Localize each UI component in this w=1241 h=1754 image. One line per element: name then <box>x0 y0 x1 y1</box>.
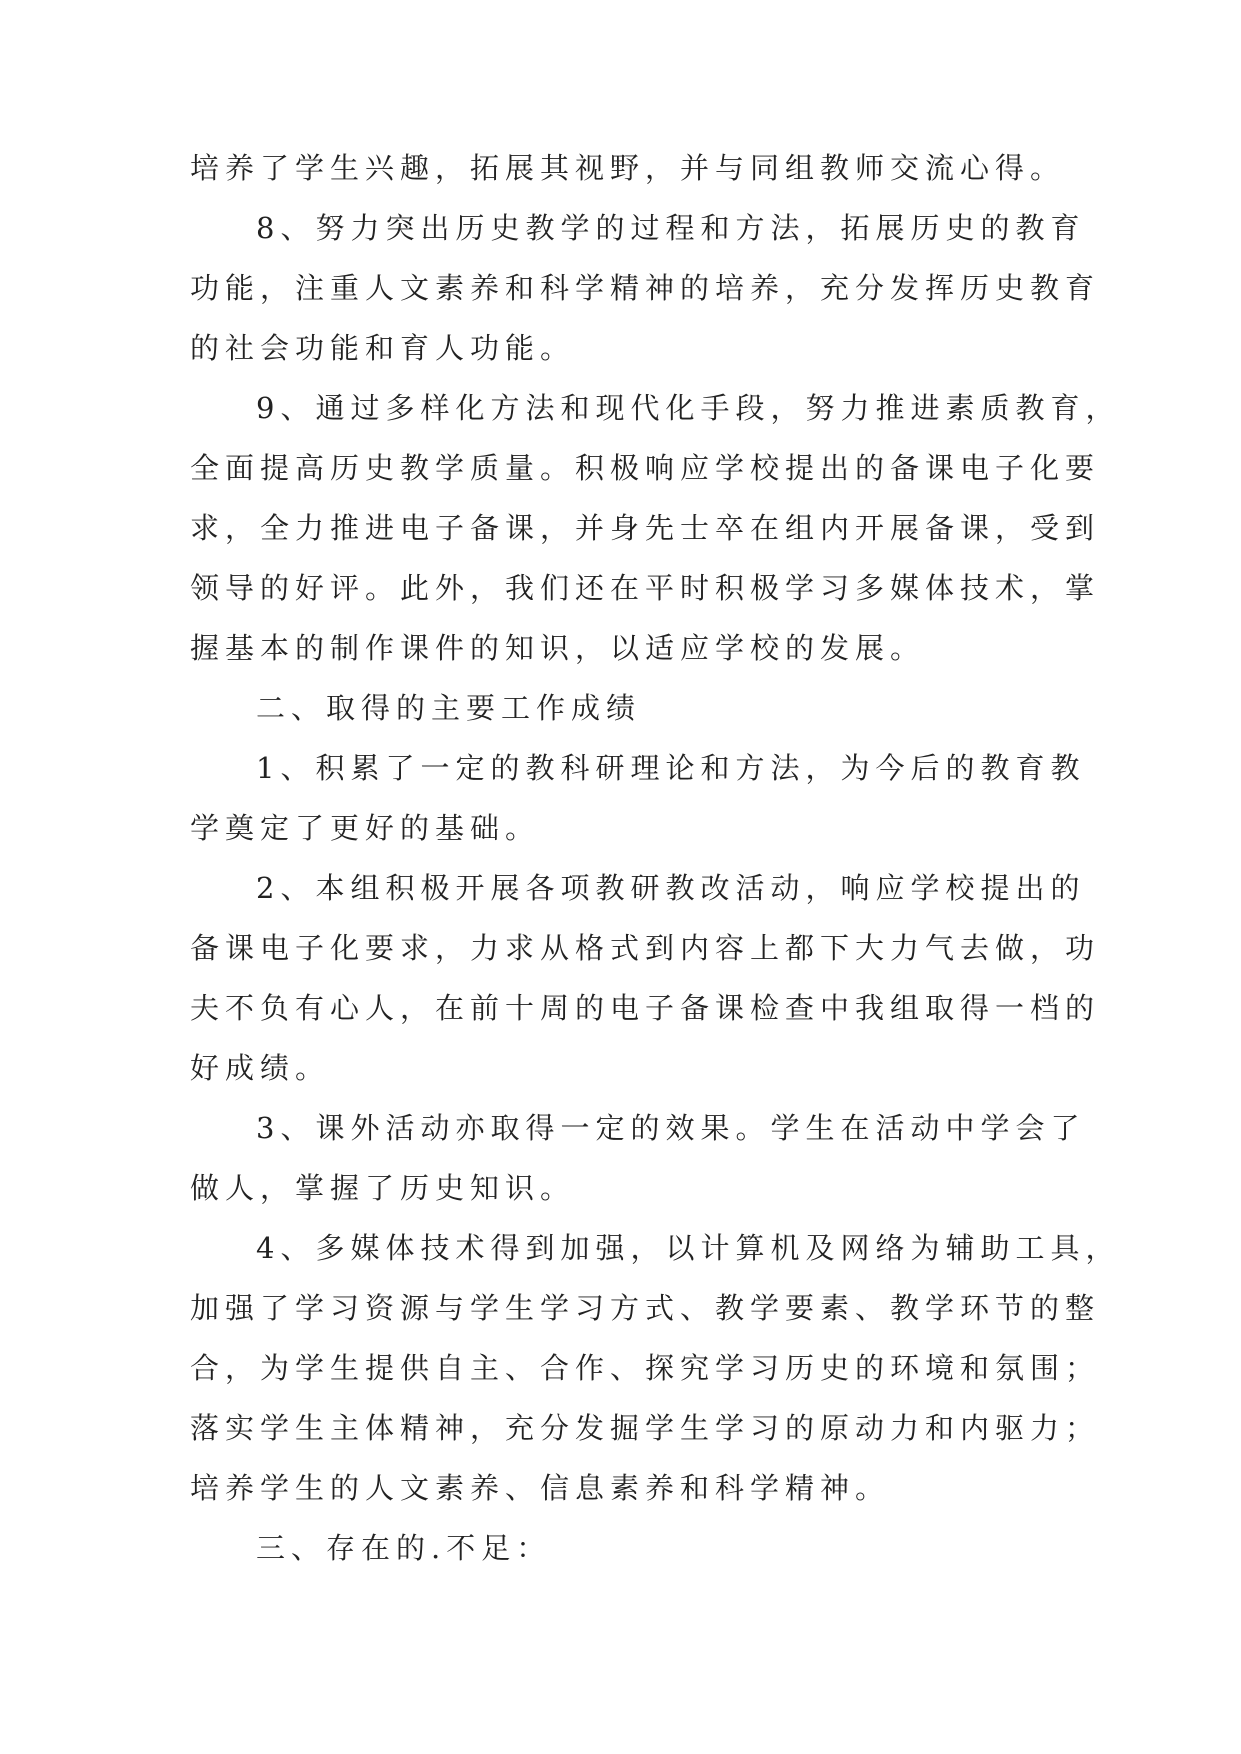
text-line: 做人，掌握了历史知识。 <box>190 1171 576 1205</box>
text-line: 求，全力推进电子备课，并身先士卒在组内开展备课，受到 <box>190 511 1101 545</box>
section-heading-3: 三、存在的.不足： <box>256 1531 552 1565</box>
paragraph-item-8-line: 8、努力突出历史教学的过程和方法，拓展历史的教育 <box>256 211 1086 245</box>
paragraph-item-3-line: 3、课外活动亦取得一定的效果。学生在活动中学会了 <box>256 1111 1086 1145</box>
text-line: 握基本的制作课件的知识，以适应学校的发展。 <box>190 631 926 665</box>
text-line: 夫不负有心人，在前十周的电子备课检查中我组取得一档的 <box>190 991 1101 1025</box>
section-heading-2: 二、取得的主要工作成绩 <box>256 691 642 725</box>
text-line: 合，为学生提供自主、合作、探究学习历史的环境和氛围； <box>190 1351 1101 1385</box>
text-line: 培养了学生兴趣，拓展其视野，并与同组教师交流心得。 <box>190 151 1066 185</box>
paragraph-item-2-line: 2、本组积极开展各项教研教改活动，响应学校提出的 <box>256 871 1086 905</box>
text-line: 落实学生主体精神，充分发掘学生学习的原动力和内驱力； <box>190 1411 1101 1445</box>
text-line: 备课电子化要求，力求从格式到内容上都下大力气去做，功 <box>190 931 1101 965</box>
paragraph-item-4-line: 4、多媒体技术得到加强，以计算机及网络为辅助工具， <box>256 1231 1121 1265</box>
document-body <box>190 150 1121 1590</box>
text-line: 领导的好评。此外，我们还在平时积极学习多媒体技术，掌 <box>190 571 1101 605</box>
paragraph-item-1-line: 1、积累了一定的教科研理论和方法，为今后的教育教 <box>256 751 1086 785</box>
text-line: 培养学生的人文素养、信息素养和科学精神。 <box>190 1471 891 1505</box>
paragraph-item-9-line: 9、通过多样化方法和现代化手段，努力推进素质教育， <box>256 391 1121 425</box>
text-line: 好成绩。 <box>190 1051 331 1085</box>
text-line: 学奠定了更好的基础。 <box>190 811 541 845</box>
text-line: 的社会功能和育人功能。 <box>190 331 576 365</box>
text-line: 加强了学习资源与学生学习方式、教学要素、教学环节的整 <box>190 1291 1101 1325</box>
text-line: 全面提高历史教学质量。积极响应学校提出的备课电子化要 <box>190 451 1101 485</box>
text-line: 功能，注重人文素养和科学精神的培养，充分发挥历史教育 <box>190 271 1101 305</box>
